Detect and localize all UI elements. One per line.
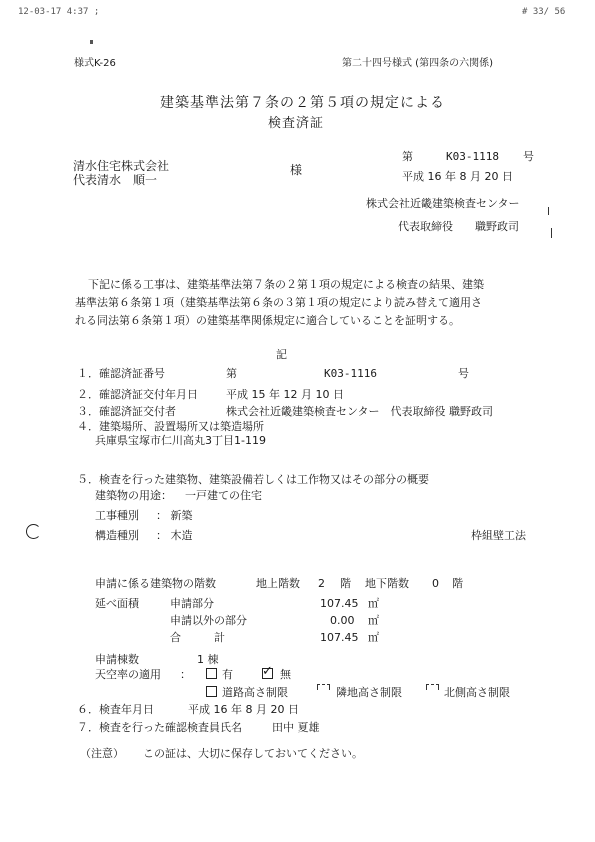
- body-line-1: 下記に係る工事は、建築基準法第７条の２第１項の規定による検査の結果、建築: [88, 278, 484, 291]
- addressee-company: 清水住宅株式会社: [73, 159, 170, 173]
- body-line-2: 基準法第６条第１項（建築基準法第６条の３第１項の規定により読み替えて適用さ: [75, 296, 482, 309]
- area-row-unit: ㎡: [368, 597, 379, 610]
- seal-mark: [548, 207, 549, 215]
- certificate-number: K03-1118: [446, 150, 499, 163]
- structure-type-value: ： 木造: [156, 529, 193, 542]
- ki-heading: 記: [276, 348, 287, 361]
- form-label: 様式K-26: [74, 58, 116, 69]
- item1-value: K03-1116: [324, 367, 377, 380]
- body-line-3: れる同法第６条第１項）の建築基準関係規定に適合していることを証明する。: [75, 314, 460, 327]
- item2-value: 平成 15 年 12 月 10 日: [226, 388, 344, 401]
- building-count-label: 申請棟数: [95, 653, 139, 666]
- building-count-value: 1 棟: [197, 653, 219, 666]
- note-text: この証は、大切に保存しておいてください。: [143, 747, 363, 760]
- floors-below-label: 地下階数: [365, 577, 409, 590]
- restriction-checkbox: [317, 684, 330, 690]
- construction-method: 枠組壁工法: [471, 529, 526, 542]
- area-row-unit: ㎡: [368, 614, 379, 627]
- item6-label: ６．検査年月日: [77, 703, 154, 716]
- item1-prefix: 第: [226, 367, 237, 380]
- area-row-value: 107.45: [320, 597, 359, 610]
- addressee-honorific: 様: [290, 163, 303, 177]
- sky-factor-yes-label: 有: [222, 668, 233, 681]
- building-use-label: 建築物の用途：: [95, 489, 172, 502]
- floors-above-label: 地上階数: [256, 577, 300, 590]
- floor-area-label: 延べ面積: [95, 597, 139, 610]
- floors-above-unit: 階: [340, 577, 351, 590]
- restriction-label: 道路高さ制限: [222, 686, 288, 699]
- item4-value: 兵庫県宝塚市仁川高丸3丁目1-119: [95, 434, 266, 447]
- sky-factor-no-label: 無: [280, 668, 291, 681]
- issuer-representative: 代表取締役 職野政司: [398, 220, 519, 233]
- fax-header-left: 12-03-17 4:37 ;: [18, 7, 100, 17]
- fax-header-right: # 33/ 56: [522, 7, 566, 17]
- sky-factor-label: 天空率の適用: [95, 668, 161, 681]
- floors-below-value: 0: [432, 577, 439, 590]
- punch-hole-mark: [26, 524, 41, 539]
- addressee-representative: 代表清水 順一: [73, 173, 158, 187]
- document-subtitle: 検査済証: [268, 116, 325, 131]
- floors-below-unit: 階: [452, 577, 463, 590]
- work-type-label: 工事種別: [95, 509, 139, 522]
- item7-label: ７．検査を行った確認検査員氏名: [77, 721, 242, 734]
- item3-label: ３．確認済証交付者: [77, 405, 176, 418]
- item2-label: ２．確認済証交付年月日: [77, 388, 198, 401]
- certificate-number-suffix: 号: [523, 150, 534, 163]
- area-row-value: 107.45: [320, 631, 359, 644]
- item4-label: ４．建築場所、設置場所又は築造場所: [77, 420, 264, 433]
- item1-label: １．確認済証番号: [77, 367, 165, 380]
- item1-suffix: 号: [458, 367, 469, 380]
- certificate-number-prefix: 第: [402, 150, 413, 163]
- item5-label: ５．検査を行った建築物、建築設備若しくは工作物又はその部分の概要: [77, 473, 429, 486]
- area-row-unit: ㎡: [368, 631, 379, 644]
- item7-value: 田中 夏雄: [272, 721, 320, 734]
- document-title: 建築基準法第７条の２第５項の規定による: [160, 95, 445, 111]
- area-row-value: 0.00: [330, 614, 355, 627]
- note-label: （注意）: [80, 747, 124, 760]
- floors-label: 申請に係る建築物の階数: [95, 577, 216, 590]
- form-number: 第二十四号様式 (第四条の六関係): [342, 58, 493, 69]
- floors-above-value: 2: [318, 577, 325, 590]
- restriction-checkbox: [426, 684, 439, 690]
- certificate-date: 平成 16 年 8 月 20 日: [402, 170, 513, 183]
- building-use-value: 一戸建ての住宅: [185, 489, 262, 502]
- structure-type-label: 構造種別: [95, 529, 139, 542]
- restriction-label: 隣地高さ制限: [336, 686, 402, 699]
- area-row-label: 申請部分: [170, 597, 214, 610]
- sky-factor-yes-checkbox: [206, 668, 217, 679]
- check-mark-icon: ✓: [262, 664, 273, 679]
- issuer-organization: 株式会社近畿建築検査センター: [366, 197, 520, 210]
- item3-value: 株式会社近畿建築検査センター 代表取締役 職野政司: [226, 405, 494, 418]
- sky-factor-colon: ：: [180, 668, 191, 681]
- scan-speck: [90, 40, 93, 44]
- area-row-label: 申請以外の部分: [170, 614, 247, 627]
- area-row-label: 合 計: [170, 631, 225, 644]
- seal-mark: [551, 228, 552, 238]
- work-type-value: ： 新築: [156, 509, 193, 522]
- item6-value: 平成 16 年 8 月 20 日: [188, 703, 299, 716]
- restriction-label: 北側高さ制限: [444, 686, 510, 699]
- restriction-checkbox: [206, 686, 217, 697]
